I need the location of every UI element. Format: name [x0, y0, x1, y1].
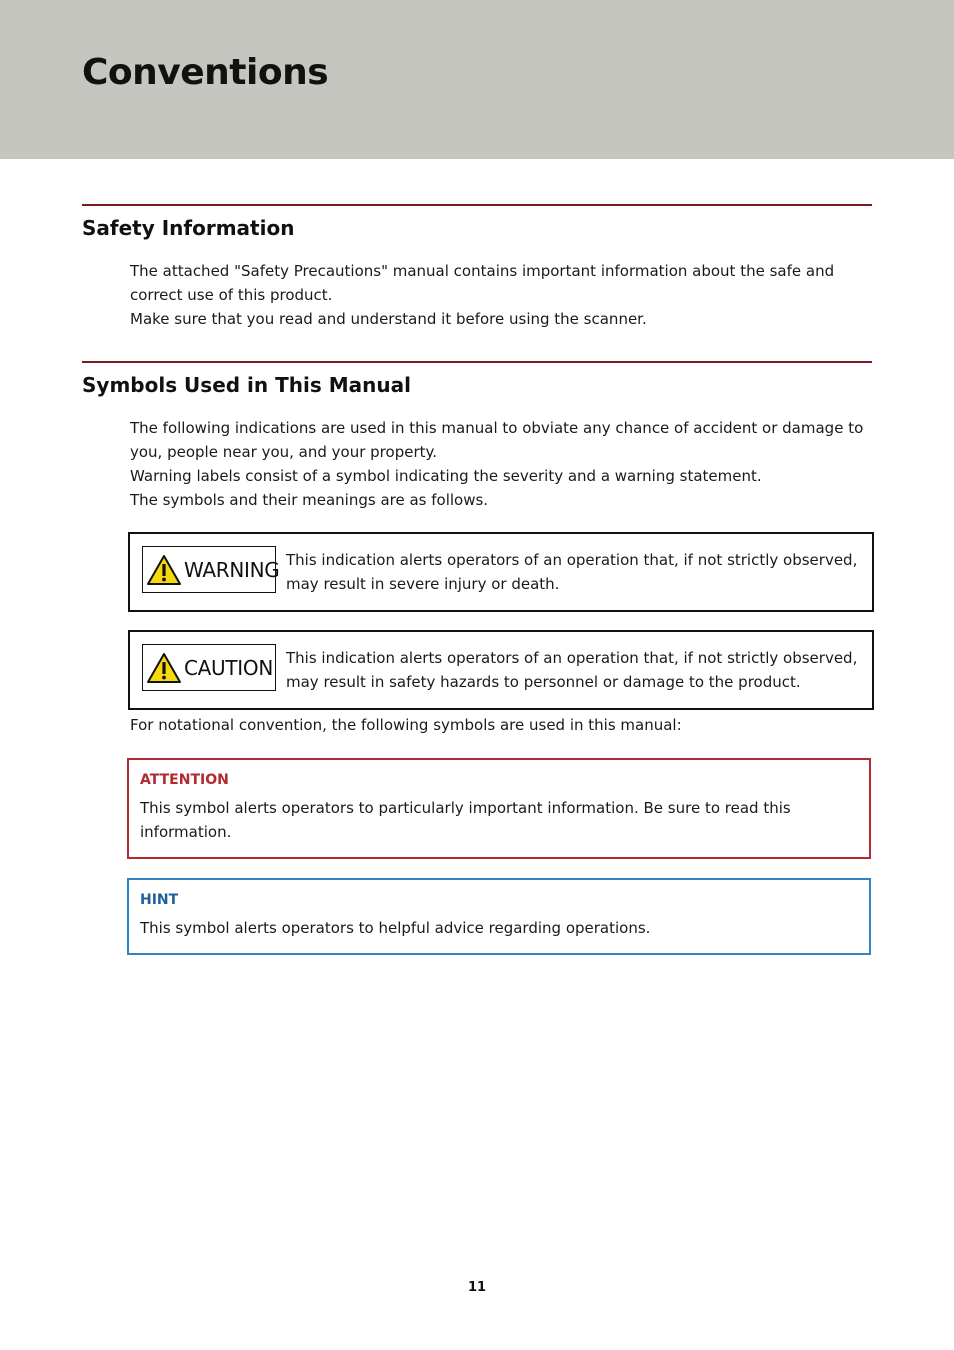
attention-title: ATTENTION — [140, 772, 229, 788]
section-heading-symbols: Symbols Used in This Manual — [82, 373, 411, 397]
attention-note — [127, 758, 871, 859]
text-line: you, people near you, and your property. — [130, 443, 437, 461]
symbols-paragraph — [130, 416, 870, 512]
caution-description: This indication alerts operators of an operation that, if not strictly observed, may result in safety hazards to personnel or damage to the product. — [286, 649, 858, 691]
caution-label — [142, 644, 276, 691]
page-title: Conventions — [82, 52, 329, 93]
attention-text: This symbol alerts operators to particularly important information. Be sure to read this information. — [140, 799, 791, 841]
hint-title: HINT — [140, 892, 179, 908]
page-number: 11 — [467, 1280, 487, 1295]
text-line: The following indications are used in this manual to obviate any chance of accident or damage to — [130, 419, 864, 437]
section-rule — [82, 204, 872, 206]
warning-description: This indication alerts operators of an operation that, if not strictly observed, may result in severe injury or death. — [286, 551, 858, 593]
section-rule — [82, 361, 872, 363]
safety-paragraph — [130, 259, 870, 331]
notational-intro: For notational convention, the following symbols are used in this manual: — [130, 716, 682, 734]
hint-note — [127, 878, 871, 955]
warning-label-text: WARNING — [184, 557, 280, 582]
caution-box — [128, 630, 874, 710]
warning-triangle-icon — [146, 652, 182, 684]
text-line: The attached "Safety Precautions" manual contains important information about the safe and — [130, 262, 835, 280]
warning-triangle-icon — [146, 554, 182, 586]
hint-text: This symbol alerts operators to helpful advice regarding operations. — [140, 919, 651, 937]
caution-label-text: CAUTION — [184, 655, 274, 680]
text-line: correct use of this product. — [130, 286, 333, 304]
warning-box — [128, 532, 874, 612]
text-line: Make sure that you read and understand it before using the scanner. — [130, 310, 647, 328]
text-line: Warning labels consist of a symbol indicating the severity and a warning statement. — [130, 467, 762, 485]
text-line: The symbols and their meanings are as follows. — [130, 491, 489, 509]
warning-label — [142, 546, 280, 593]
section-heading-safety: Safety Information — [82, 216, 295, 240]
